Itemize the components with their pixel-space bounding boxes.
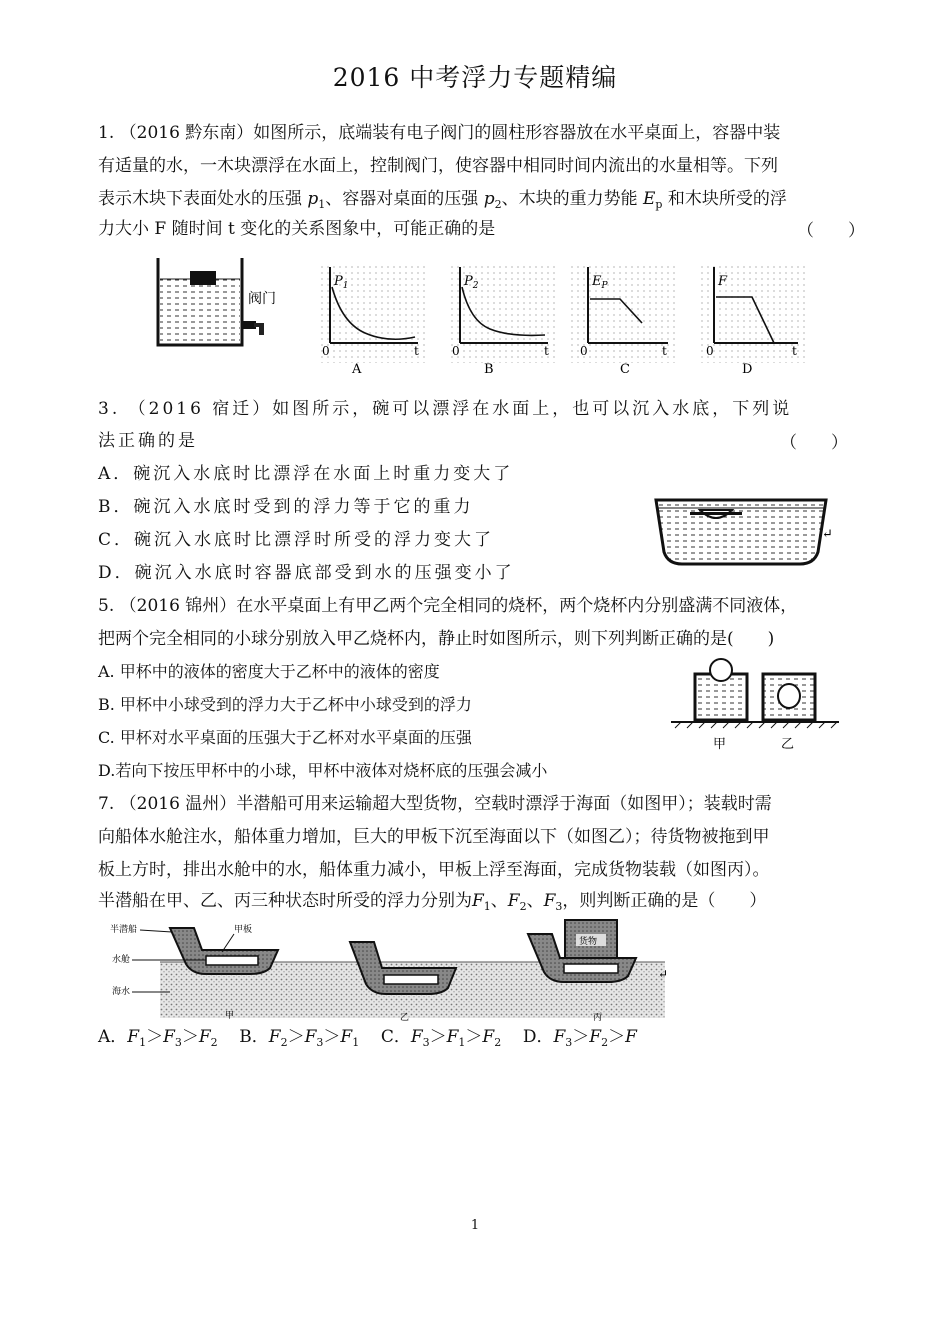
- q1-line-1: 1. （2016 黔东南）如图所示，底端装有电子阀门的圆柱形容器放在水平桌面上，容器中装: [98, 123, 781, 143]
- label-yi: 乙: [781, 737, 795, 752]
- valve-label: 阀门: [248, 291, 276, 307]
- label-sea: 海水: [112, 987, 131, 997]
- label-cargo: 货物: [579, 937, 598, 947]
- graph-a: [320, 263, 425, 377]
- q3-option-a: A．碗沉入水底时比漂浮在水面上时重力变大了: [98, 464, 514, 484]
- q7-option-c: C．$F_3>F_1>F_2$: [380, 1027, 502, 1049]
- container-with-valve: [158, 258, 276, 345]
- q7-line-3: 板上方时，排出水舱中的水，船体重力减小，甲板上浮至海面，完成货物装载（如图丙）。: [98, 860, 770, 880]
- q3-answer-paren: （ ）: [780, 433, 848, 453]
- q7-line-2: 向船体水舱注水，船体重力增加，巨大的甲板下沉至海面以下（如图乙）；待货物被拖到甲: [98, 827, 770, 847]
- svg-text:D: D: [742, 362, 753, 377]
- q5-cups-figure: [665, 652, 845, 757]
- label-yi: 乙: [400, 1013, 410, 1023]
- page-number: 1: [470, 1218, 480, 1233]
- svg-text:P2: $P_2$: [464, 274, 479, 291]
- svg-text:↵: ↵: [658, 967, 669, 981]
- q5-option-d: D.若向下按压甲杯中的小球，甲杯中液体对烧杯底的压强会减小: [98, 761, 548, 780]
- q7-option-d: D．$F_3>F_2>F$: [522, 1027, 637, 1049]
- svg-text:↵: ↵: [822, 527, 833, 542]
- ball-jia: [710, 659, 732, 681]
- svg-text:t: t: [544, 344, 549, 358]
- ball-yi: [778, 684, 800, 708]
- q3-bowl-figure: [650, 490, 840, 570]
- q7-option-b: B．$F_2>F_3>F_1$: [239, 1027, 360, 1049]
- q5-line-2: 把两个完全相同的小球分别放入甲乙烧杯内，静止时如图所示，则下列判断正确的是( ): [98, 629, 775, 649]
- svg-text:t: t: [792, 344, 797, 358]
- wood-block: [190, 271, 216, 285]
- q1-figure: [150, 253, 810, 378]
- svg-text:0: 0: [452, 344, 460, 358]
- water-tank-yi: [384, 975, 438, 984]
- label-jia: 甲: [225, 1011, 235, 1021]
- label-bing: 丙: [593, 1013, 603, 1023]
- svg-text:F: F: [718, 274, 728, 289]
- svg-text:0: 0: [706, 344, 714, 358]
- water-tank-jia: [206, 956, 258, 965]
- q7-line-4: 半潜船在甲、乙、丙三种状态时所受的浮力分别为$F_1$、$F_2$、$F_3$，则判断正确的是（ ）: [98, 891, 767, 913]
- q3-option-c: C．碗沉入水底时比漂浮时所受的浮力变大了: [98, 530, 495, 550]
- q7-option-a: A．$F_1>F_3>F_2$: [98, 1027, 218, 1049]
- label-ship: 半潜船: [110, 925, 138, 935]
- svg-text:C: C: [620, 362, 630, 377]
- q7-line-1: 7. （2016 温州）半潜船可用来运输超大型货物，空载时漂浮于海面（如图甲）；装载时需: [98, 794, 772, 814]
- q1-line-3: 表示木块下表面处水的压强 $p_1$、容器对桌面的压强 $p_2$、木块的重力势能 $E_p$ 和木块所受的浮: [98, 189, 787, 211]
- label-deck: 甲板: [234, 925, 253, 935]
- water-tank-bing: [564, 964, 618, 973]
- graph-d: [700, 263, 805, 377]
- svg-text:0: 0: [322, 344, 330, 358]
- svg-text:0: 0: [580, 344, 588, 358]
- q3-option-d: D．碗沉入水底时容器底部受到水的压强变小了: [98, 563, 515, 583]
- q1-line-2: 有适量的水，一木块漂浮在水面上，控制阀门，使容器中相同时间内流出的水量相等。下列: [98, 156, 778, 176]
- q3-option-b: B．碗沉入水底时受到的浮力等于它的重力: [98, 497, 474, 517]
- q5-option-c: C. 甲杯对水平桌面的压强大于乙杯对水平桌面的压强: [98, 728, 472, 747]
- svg-text:EP: $E_P$: [592, 274, 608, 291]
- q7-ship-figure: [110, 918, 670, 1024]
- label-tank: 水舱: [112, 955, 131, 965]
- q1-line-4: 力大小 F 随时间 t 变化的关系图象中，可能正确的是: [98, 219, 496, 239]
- svg-text:B: B: [484, 362, 494, 377]
- label-jia: 甲: [713, 737, 727, 752]
- q3-line-1: 3. （2016 宿迁）如图所示，碗可以漂浮在水面上，也可以沉入水底，下列说: [98, 399, 793, 419]
- q5-line-1: 5. （2016 锦州）在水平桌面上有甲乙两个完全相同的烧杯，两个烧杯内分别盛满不同液体，: [98, 596, 798, 616]
- graph-c: [570, 263, 675, 377]
- svg-text:P1: $P_1$: [334, 274, 349, 291]
- q5-option-b: B. 甲杯中小球受到的浮力大于乙杯中小球受到的浮力: [98, 695, 472, 714]
- page-title: 2016 中考浮力专题精编: [332, 63, 618, 92]
- graph-b: [450, 263, 555, 377]
- svg-text:A: A: [352, 362, 362, 377]
- q3-line-2: 法正确的是: [98, 431, 198, 451]
- svg-text:t: t: [414, 344, 419, 358]
- svg-text:t: t: [662, 344, 667, 358]
- q7-answers: [98, 1024, 637, 1056]
- q1-answer-paren: （ ）: [797, 221, 865, 241]
- q5-option-a: A. 甲杯中的液体的密度大于乙杯中的液体的密度: [98, 662, 440, 681]
